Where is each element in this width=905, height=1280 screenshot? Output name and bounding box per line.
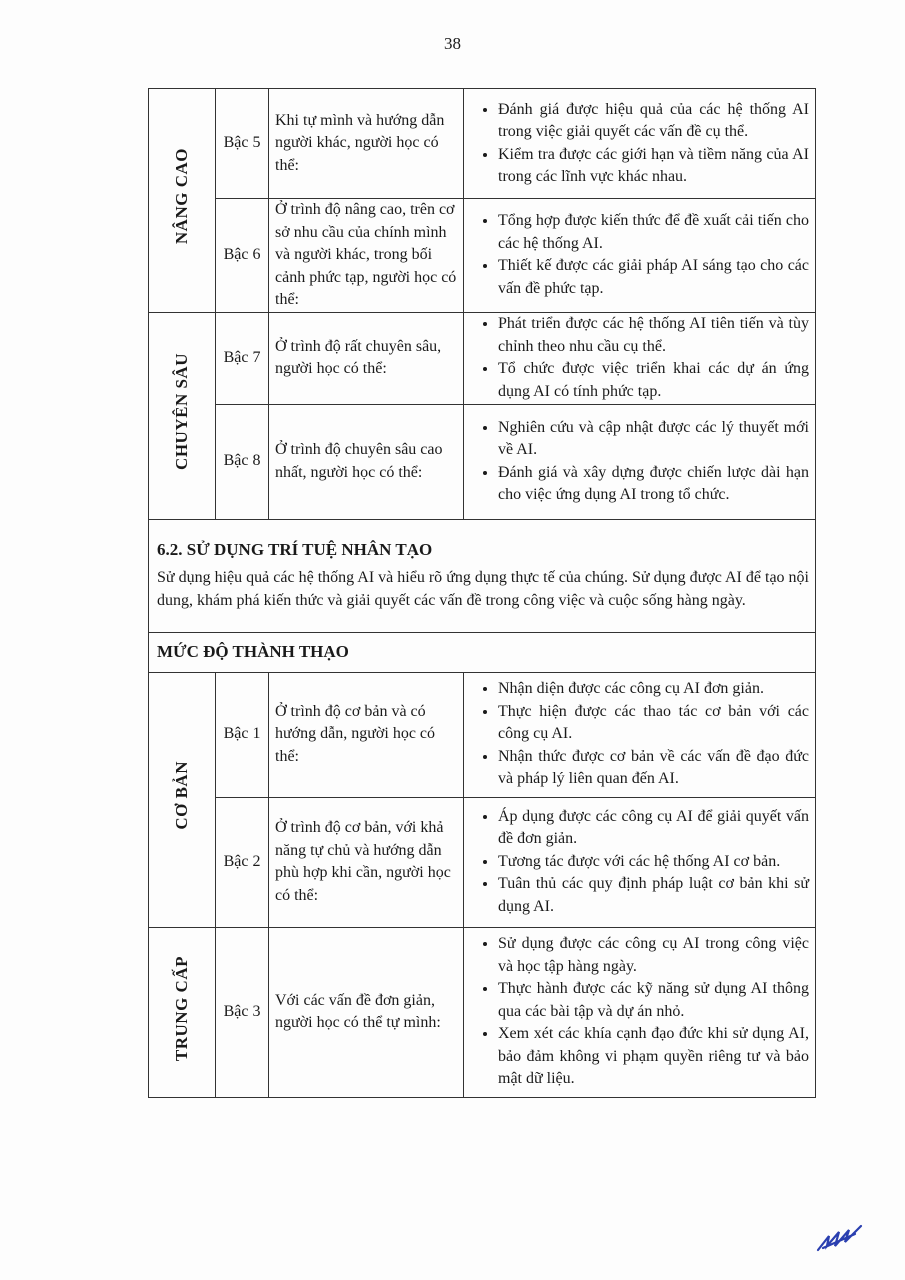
table-row (149, 927, 816, 1097)
outcomes-cell (464, 927, 816, 1097)
list-item: • Nhận thức được cơ bản về các vấn đề đạo đức và pháp lý liên quan đến AI. (498, 746, 809, 791)
list-item: • Kiểm tra được các giới hạn và tiềm năng của AI trong các lĩnh vực khác nhau. (498, 144, 809, 189)
list-item: • Xem xét các khía cạnh đạo đức khi sử dụng AI, bảo đảm không vi phạm quyền riêng tư và bảo mật dữ liệu. (498, 1023, 809, 1091)
competency-table (148, 88, 816, 1098)
section-cell (149, 519, 816, 632)
level-cell: Bậc 6 (216, 199, 269, 313)
list-item: • Tổ chức được việc triển khai các dự án ứng dụng AI có tính phức tạp. (498, 358, 809, 403)
table-row (149, 312, 816, 404)
group-label: CHUYÊN SÂU (171, 353, 191, 471)
list-item: • Nghiên cứu và cập nhật được các lý thuyết mới về AI. (498, 417, 809, 462)
table-row (149, 89, 816, 199)
level-cell: Bậc 2 (216, 797, 269, 927)
description-cell: Ở trình độ rất chuyên sâu, người học có thể: (269, 312, 464, 404)
description-cell: Ở trình độ chuyên sâu cao nhất, người học có thể: (269, 404, 464, 519)
description-cell: Với các vấn đề đơn giản, người học có thể tự mình: (269, 927, 464, 1097)
list-item: • Phát triển được các hệ thống AI tiên tiến và tùy chỉnh theo nhu cầu cụ thể. (498, 313, 809, 358)
list-item: • Thực hiện được các thao tác cơ bản với các công cụ AI. (498, 701, 809, 746)
list-item: • Thực hành được các kỹ năng sử dụng AI thông qua các bài tập và dự án nhỏ. (498, 978, 809, 1023)
list-item: • Đánh giá và xây dựng được chiến lược dài hạn cho việc ứng dụng AI trong tổ chức. (498, 462, 809, 507)
group-label: CƠ BẢN (171, 761, 191, 831)
table-row (149, 404, 816, 519)
group-label-cell (149, 672, 216, 927)
outcomes-cell (464, 312, 816, 404)
list-item: • Tuân thủ các quy định pháp luật cơ bản khi sử dụng AI. (498, 873, 809, 918)
signature-mark (815, 1218, 865, 1258)
description-cell: Khi tự mình và hướng dẫn người khác, người học có thể: (269, 89, 464, 199)
group-label: NÂNG CAO (171, 148, 191, 245)
table-row (149, 797, 816, 927)
list-item: • Tổng hợp được kiến thức để đề xuất cải tiến cho các hệ thống AI. (498, 210, 809, 255)
description-cell: Ở trình độ nâng cao, trên cơ sở nhu cầu của chính mình và người khác, trong bối cảnh phức tạp, người học có thể: (269, 199, 464, 313)
outcomes-cell (464, 199, 816, 313)
outcomes-cell (464, 89, 816, 199)
description-cell: Ở trình độ cơ bản và có hướng dẫn, người học có thể: (269, 672, 464, 797)
section-title: 6.2. SỬ DỤNG TRÍ TUỆ NHÂN TẠO (157, 539, 433, 559)
list-item: • Tương tác được với các hệ thống AI cơ bản. (498, 851, 809, 874)
table-row (149, 672, 816, 797)
level-cell: Bậc 7 (216, 312, 269, 404)
proficiency-header: MỨC ĐỘ THÀNH THẠO (149, 632, 816, 672)
section-row (149, 519, 816, 632)
table-row (149, 199, 816, 313)
outcomes-cell (464, 672, 816, 797)
list-item: • Thiết kế được các giải pháp AI sáng tạo cho các vấn đề phức tạp. (498, 255, 809, 300)
section-body: Sử dụng hiệu quả các hệ thống AI và hiểu rõ ứng dụng thực tế của chúng. Sử dụng được AI để tạo nội dung, khám phá kiến thức và giải quyết các vấn đề trong công việc và cuộc sống hàng ngày. (157, 569, 809, 609)
level-cell: Bậc 1 (216, 672, 269, 797)
group-label: TRUNG CẤP (171, 955, 191, 1061)
outcomes-cell (464, 797, 816, 927)
level-cell: Bậc 3 (216, 927, 269, 1097)
page-number: 38 (444, 34, 461, 53)
header-row (149, 632, 816, 672)
group-label-cell (149, 927, 216, 1097)
level-cell: Bậc 8 (216, 404, 269, 519)
list-item: • Đánh giá được hiệu quả của các hệ thống AI trong việc giải quyết các vấn đề cụ thể. (498, 99, 809, 144)
list-item: • Nhận diện được các công cụ AI đơn giản. (498, 678, 809, 701)
group-label-cell (149, 89, 216, 313)
list-item: • Áp dụng được các công cụ AI để giải quyết vấn đề đơn giản. (498, 806, 809, 851)
description-cell: Ở trình độ cơ bản, với khả năng tự chủ và hướng dẫn phù hợp khi cần, người học có thể: (269, 797, 464, 927)
outcomes-cell (464, 404, 816, 519)
list-item: • Sử dụng được các công cụ AI trong công việc và học tập hàng ngày. (498, 933, 809, 978)
group-label-cell (149, 312, 216, 519)
level-cell: Bậc 5 (216, 89, 269, 199)
